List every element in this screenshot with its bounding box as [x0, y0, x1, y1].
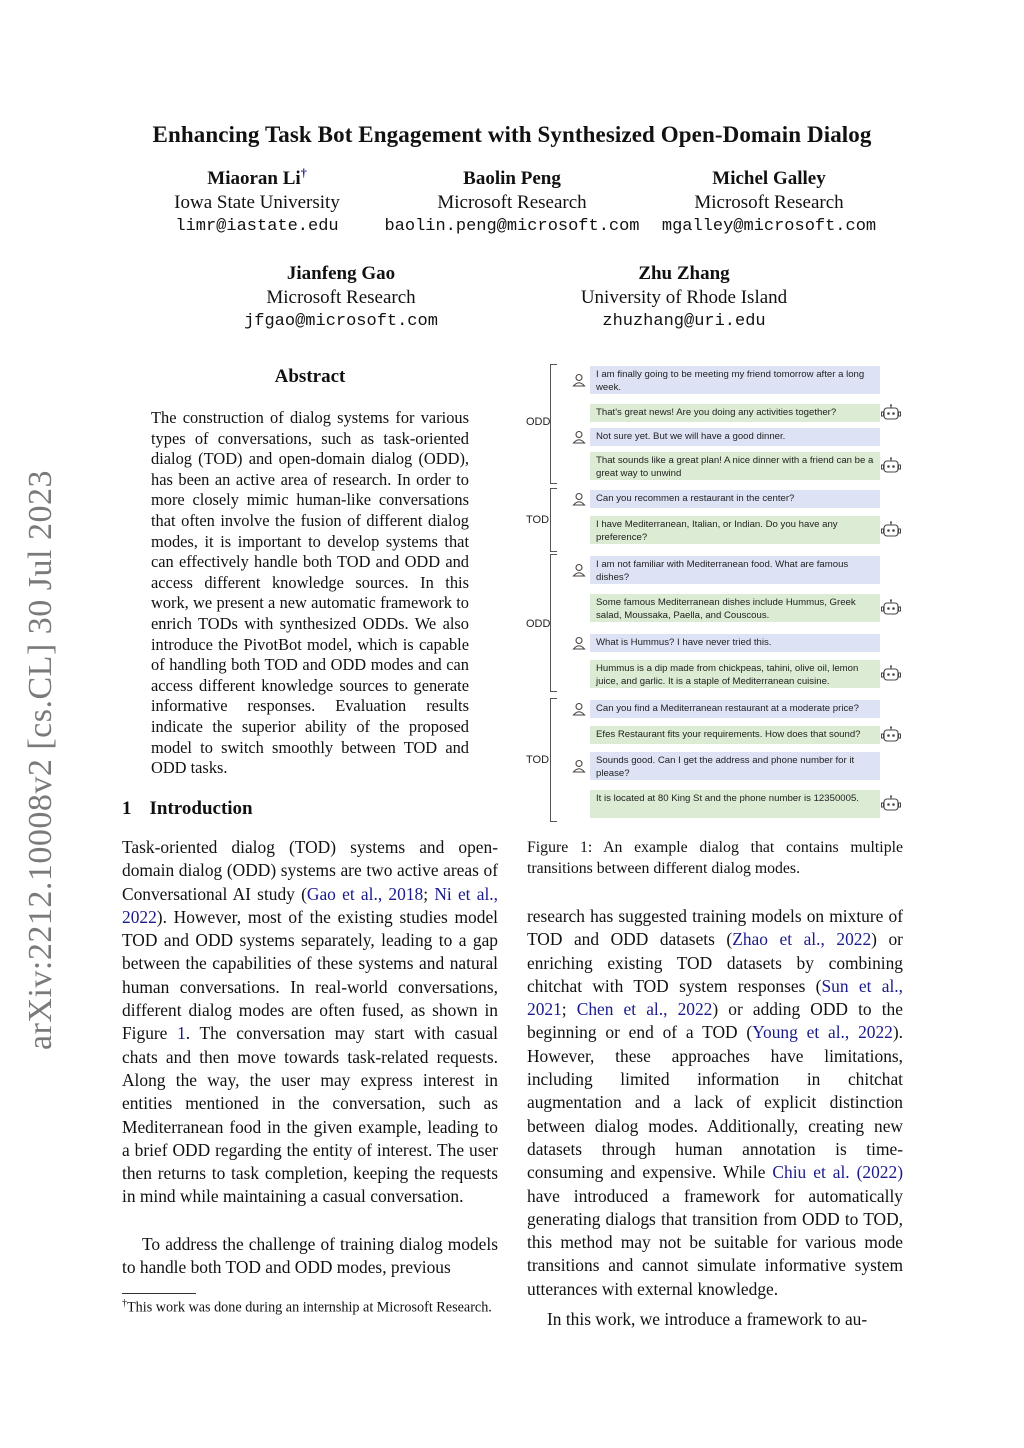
author-mark: †	[300, 165, 307, 180]
figure-ref-link[interactable]: 1	[177, 1023, 186, 1044]
robot-icon	[881, 726, 901, 744]
author-block	[112, 167, 402, 239]
author-block	[539, 262, 829, 334]
citation-link[interactable]: Ni et al., 2022	[122, 883, 499, 927]
user-utterance: I am finally going to be meeting my friend tomorrow after a long week.	[590, 366, 880, 394]
author-affiliation: Microsoft Research	[437, 192, 587, 213]
robot-icon	[881, 404, 901, 422]
user-icon	[572, 636, 586, 650]
bot-utterance: It is located at 80 King St and the phone number is 12350005.	[590, 790, 880, 818]
user-utterance: I am not familiar with Mediterranean food. What are famous dishes?	[590, 556, 880, 584]
author-block	[196, 262, 486, 334]
author-email: baolin.peng@microsoft.com	[384, 217, 640, 236]
intro-paragraph	[122, 836, 498, 1209]
robot-icon	[881, 795, 901, 813]
arxiv-identifier: arXiv:2212.10008v2 [cs.CL] 30 Jul 2023	[22, 470, 59, 1050]
robot-icon	[881, 599, 901, 617]
paper-title: Enhancing Task Bot Engagement with Synthesized Open-Domain Dialog	[152, 122, 872, 147]
text: ;	[561, 999, 577, 1020]
author-affiliation: Microsoft Research	[694, 192, 844, 213]
user-icon	[572, 702, 586, 716]
footnote	[122, 1295, 500, 1317]
intro-paragraph: To address the challenge of training dialog models to handle both TOD and ODD modes, previous	[122, 1234, 498, 1278]
author-affiliation: Iowa State University	[174, 192, 340, 213]
segment-bracket	[550, 554, 557, 692]
author-affiliation: Microsoft Research	[266, 287, 416, 308]
bot-utterance: That's great news! Are you doing any activities together?	[590, 404, 880, 422]
user-icon	[572, 563, 586, 577]
author-name: Baolin Peng	[463, 168, 561, 189]
user-icon	[572, 492, 586, 506]
body-paragraph: In this work, we introduce a framework to au-	[547, 1309, 868, 1329]
citation-link[interactable]: Chen et al., 2022	[576, 999, 713, 1020]
text: Task-oriented dialog (TOD) systems and open-domain dialog (ODD) systems are two active areas of Conversational AI study (	[122, 837, 498, 904]
user-icon	[572, 373, 586, 387]
segment-bracket	[550, 698, 557, 822]
citation-link[interactable]: Zhao et al., 2022	[732, 929, 872, 950]
section-number: 1	[122, 798, 132, 819]
segment-bracket	[550, 364, 557, 484]
user-utterance: Can you find a Mediterranean restaurant at a moderate price?	[590, 700, 880, 718]
text: ) or enriching existing TOD datasets by combining chitchat with TOD system responses (	[527, 929, 903, 996]
footnote-divider	[122, 1293, 196, 1294]
bot-utterance: Efes Restaurant fits your requirements. How does that sound?	[590, 726, 880, 744]
user-icon	[572, 759, 586, 773]
user-icon	[572, 430, 586, 444]
user-utterance: Sounds good. Can I get the address and phone number for it please?	[590, 752, 880, 780]
text: research has suggested training models on mixture of TOD and ODD datasets (	[527, 906, 903, 950]
user-utterance: Can you recommen a restaurant in the center?	[590, 490, 880, 508]
author-email: jfgao@microsoft.com	[244, 312, 438, 331]
abstract-heading: Abstract	[274, 366, 346, 387]
footnote-mark: †	[122, 1298, 127, 1309]
segment-label: ODD	[526, 416, 551, 428]
text: ) or adding ODD to the beginning or end of a TOD (	[527, 999, 903, 1043]
author-name: Michel Galley	[712, 168, 826, 189]
citation-link[interactable]: Chiu et al. (2022)	[772, 1162, 903, 1183]
author-email: limr@iastate.edu	[175, 217, 339, 236]
author-block	[367, 167, 657, 239]
robot-icon	[881, 521, 901, 539]
text: . The conversation may start with casual chats and then move towards task-related requests. Along the way, the user may express interest in entities mentioned in the conversation, such as Mediterranean food in the given example, leading to a brief ODD regarding the entity of interest. The user then returns to task completion, keeping the requests in mind while maintaining a casual conversation.	[122, 1023, 498, 1207]
author-name: Jianfeng Gao	[286, 263, 396, 284]
user-utterance: Not sure yet. But we will have a good dinner.	[590, 428, 880, 446]
section-title: Introduction	[149, 798, 253, 819]
author-name: Zhu Zhang	[638, 263, 730, 284]
bot-utterance: That sounds like a great plan! A nice dinner with a friend can be a great way to unwind	[590, 452, 880, 480]
bot-utterance: Hummus is a dip made from chickpeas, tahini, olive oil, lemon juice, and garlic. It is a staple of Mediterranean cuisine.	[590, 660, 880, 688]
abstract-text: The construction of dialog systems for various types of conversations, such as task-oriented dialog (TOD) and open-domain dialog (ODD), has been an active area of research. In order to more closely mimic human-like conversations that often involve the fusion of different dialog modes, it is important to develop systems that can effectively handle both TOD and ODD and access different knowledge sources. In this work, we present a new automatic framework to enrich TODs with synthesized ODDs. We also introduce the PivotBot model, which is capable of handling both TOD and ODD modes and can access different knowledge sources to generate informative responses. Evaluation results indicate the superior ability of the proposed model to switch smoothly between TOD and ODD tasks.	[151, 408, 469, 778]
citation-link[interactable]: Young et al., 2022	[752, 1022, 893, 1043]
segment-label: TOD	[526, 514, 550, 526]
section-heading	[122, 798, 271, 820]
segment-label: ODD	[526, 618, 551, 630]
author-affiliation: University of Rhode Island	[580, 287, 788, 308]
figure-1-dialog	[520, 360, 912, 820]
body-paragraph	[527, 905, 903, 1301]
text: ). However, these approaches have limitations, including limited information in chitchat augmentation and a lack of explicit distinction between dialog modes. Additionally, creating new datasets through human annotation is time-consuming and expensive. While	[527, 1022, 903, 1183]
bot-utterance: I have Mediterranean, Italian, or Indian. Do you have any preference?	[590, 516, 880, 544]
citation-link[interactable]: Sun et al., 2021	[527, 975, 903, 1020]
user-utterance: What is Hummus? I have never tried this.	[590, 634, 880, 652]
segment-bracket	[550, 488, 557, 552]
author-email: zhuzhang@uri.edu	[602, 312, 766, 331]
robot-icon	[881, 665, 901, 683]
text: have introduced a framework for automatically generating dialogs that transition from ODD to TOD, this method may not be suitable for various mode transitions and cannot simulate informative system utterances with external knowledge.	[527, 1185, 903, 1299]
author-name: Miaoran Li	[207, 168, 301, 189]
text: ). However, most of the existing studies model TOD and ODD systems separately, leading to a gap between the capabilities of these systems and natural human conversations. In real-world conversations, different dialog modes are often fused, as shown in Figure	[122, 906, 498, 1044]
figure-caption: Figure 1: An example dialog that contains multiple transitions between different dialog modes.	[527, 839, 903, 877]
text: ;	[423, 883, 435, 904]
citation-link[interactable]: Gao et al., 2018	[306, 883, 424, 904]
author-block	[624, 167, 914, 239]
footnote-text: This work was done during an internship at Microsoft Research.	[127, 1299, 492, 1316]
author-email: mgalley@microsoft.com	[661, 217, 877, 236]
segment-label: TOD	[526, 754, 550, 766]
bot-utterance: Some famous Mediterranean dishes include Hummus, Greek salad, Moussaka, Paella, and Couscous.	[590, 594, 880, 622]
robot-icon	[881, 457, 901, 475]
